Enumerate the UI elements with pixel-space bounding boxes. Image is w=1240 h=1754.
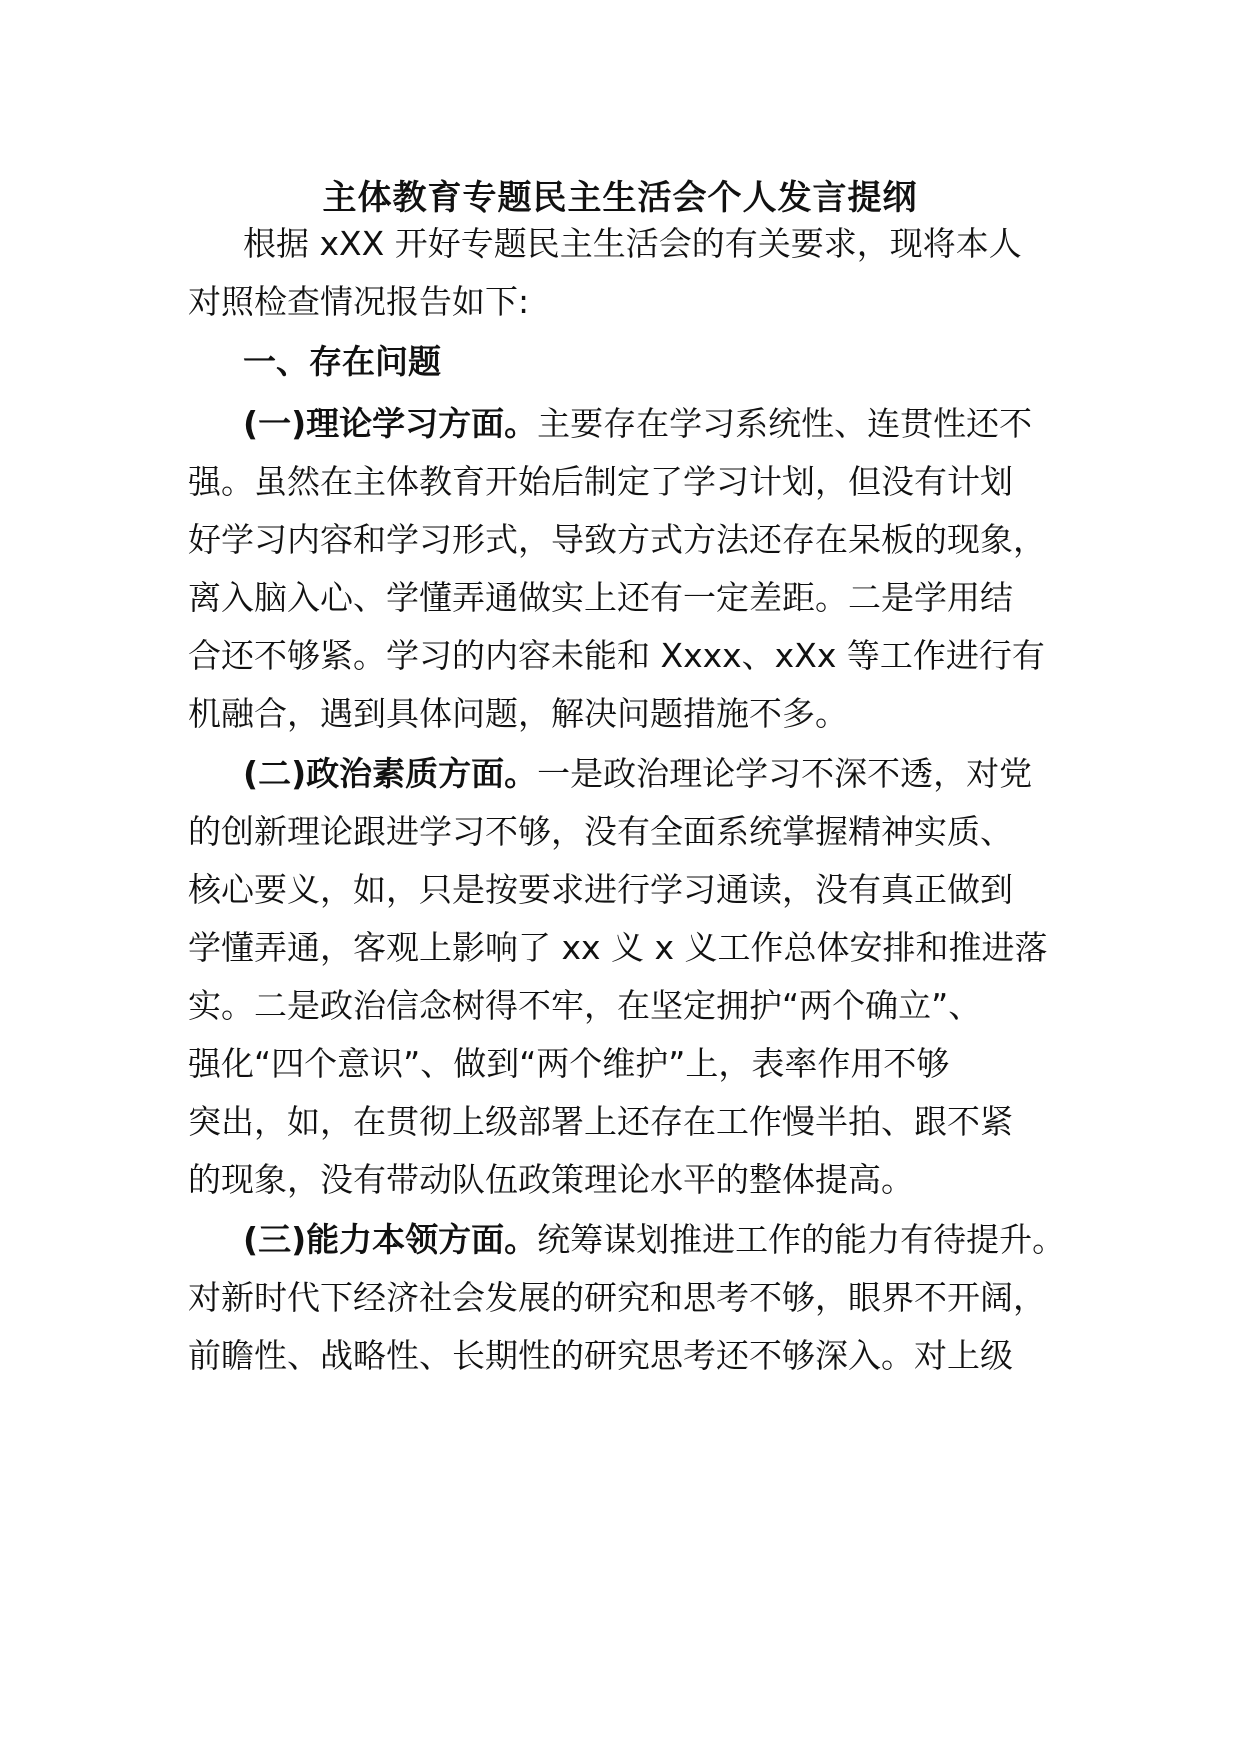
paragraph-line: 学懂弄通，客观上影响了 xx 义 x 义工作总体安排和推进落 [188,928,1048,967]
paragraph-line: 合还不够紧。学习的内容未能和 Xxxx、xXx 等工作进行有 [188,636,1045,675]
paragraph-line: 好学习内容和学习形式，导致方式方法还存在呆板的现象， [188,520,1046,559]
paragraph-line: 强。虽然在主体教育开始后制定了学习计划，但没有计划 [188,462,1013,501]
subsection-heading: (三)能力本领方面。 [243,1220,538,1259]
section-heading: 一、存在问题 [243,342,441,381]
paragraph-line: 实。二是政治信念树得不牢，在坚定拥护“两个确立”、 [188,986,982,1025]
subsection-heading: (二)政治素质方面。 [243,754,538,793]
paragraph-line: 根据 xXX 开好专题民主生活会的有关要求，现将本人 [243,224,1022,263]
paragraph-line: 对照检查情况报告如下: [188,282,530,321]
paragraph-line: 对新时代下经济社会发展的研究和思考不够，眼界不开阔， [188,1278,1046,1317]
paragraph-line: 的现象，没有带动队伍政策理论水平的整体提高。 [188,1160,914,1199]
paragraph-line: 机融合，遇到具体问题，解决问题措施不多。 [188,694,848,733]
paragraph-line: 核心要义，如，只是按要求进行学习通读，没有真正做到 [188,870,1013,909]
subsection-heading: (一)理论学习方面。 [243,404,538,443]
paragraph-line: 突出，如，在贯彻上级部署上还存在工作慢半拍、跟不紧 [188,1102,1013,1141]
paragraph-line: 离入脑入心、学懂弄通做实上还有一定差距。二是学用结 [188,578,1013,617]
paragraph-line: (一)理论学习方面。主要存在学习系统性、连贯性还不 [243,404,1033,443]
paragraph-line: 强化“四个意识”、做到“两个维护”上，表率作用不够 [188,1044,950,1083]
document-title: 主体教育专题民主生活会个人发言提纲 [322,178,918,218]
paragraph-line: 的创新理论跟进学习不够，没有全面系统掌握精神实质、 [188,812,1013,851]
paragraph-line: (三)能力本领方面。统筹谋划推进工作的能力有待提升。 [243,1220,1066,1259]
paragraph-line: (二)政治素质方面。一是政治理论学习不深不透，对党 [243,754,1033,793]
paragraph-line: 前瞻性、战略性、长期性的研究思考还不够深入。对上级 [188,1336,1013,1375]
